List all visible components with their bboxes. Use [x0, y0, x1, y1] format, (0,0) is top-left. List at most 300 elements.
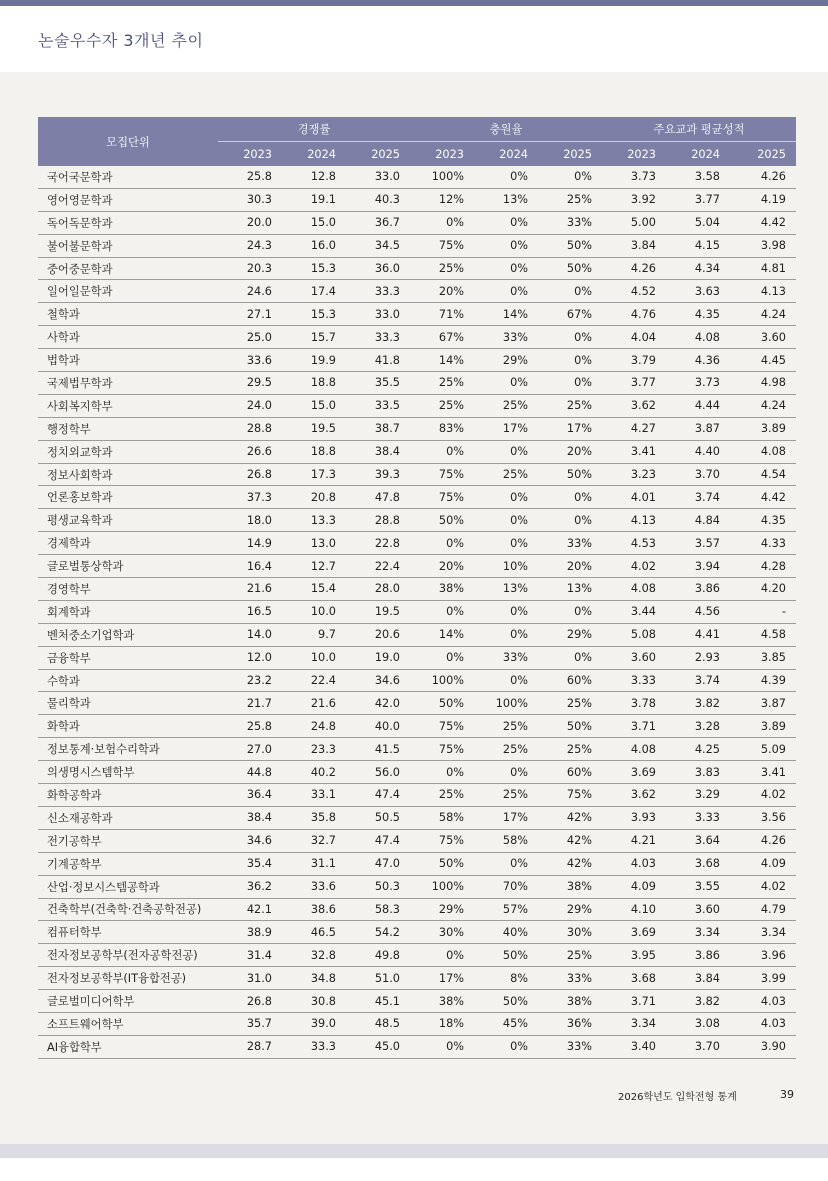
value-cell: 3.78: [602, 692, 666, 715]
col-year: 2025: [730, 142, 796, 167]
value-cell: 71%: [410, 303, 474, 326]
value-cell: 4.08: [602, 578, 666, 601]
value-cell: 3.23: [602, 463, 666, 486]
value-cell: 50%: [474, 990, 538, 1013]
value-cell: 14.0: [218, 623, 282, 646]
table-row: [38, 463, 796, 486]
value-cell: 19.5: [282, 417, 346, 440]
value-cell: 50.5: [346, 806, 410, 829]
value-cell: 4.08: [730, 440, 796, 463]
dept-name-cell: 사회복지학부: [38, 394, 218, 417]
col-year: 2024: [474, 142, 538, 167]
value-cell: 23.3: [282, 738, 346, 761]
value-cell: 19.0: [346, 646, 410, 669]
value-cell: 17%: [474, 806, 538, 829]
value-cell: 40%: [474, 921, 538, 944]
table-row: [38, 440, 796, 463]
value-cell: 3.82: [666, 692, 730, 715]
value-cell: 25%: [538, 944, 602, 967]
value-cell: 0%: [410, 761, 474, 784]
col-group-grade-avg: 주요교과 평균성적: [602, 117, 796, 142]
dept-name-cell: 수학과: [38, 669, 218, 692]
value-cell: 40.3: [346, 188, 410, 211]
value-cell: 50%: [410, 692, 474, 715]
value-cell: 20%: [410, 555, 474, 578]
value-cell: 28.8: [346, 509, 410, 532]
value-cell: 15.4: [282, 578, 346, 601]
value-cell: 50%: [410, 852, 474, 875]
dept-name-cell: 불어불문학과: [38, 234, 218, 257]
value-cell: 25%: [538, 738, 602, 761]
value-cell: 58%: [410, 806, 474, 829]
value-cell: 0%: [538, 326, 602, 349]
value-cell: 60%: [538, 761, 602, 784]
value-cell: 3.28: [666, 715, 730, 738]
value-cell: 24.6: [218, 280, 282, 303]
value-cell: 3.55: [666, 875, 730, 898]
value-cell: 3.69: [602, 921, 666, 944]
value-cell: 42%: [538, 852, 602, 875]
value-cell: 33.1: [282, 784, 346, 807]
value-cell: 3.99: [730, 967, 796, 990]
value-cell: 0%: [474, 532, 538, 555]
value-cell: 4.26: [730, 829, 796, 852]
value-cell: 34.6: [218, 829, 282, 852]
value-cell: 4.13: [730, 280, 796, 303]
value-cell: 35.5: [346, 372, 410, 395]
value-cell: 25%: [474, 715, 538, 738]
value-cell: 4.84: [666, 509, 730, 532]
value-cell: 30%: [538, 921, 602, 944]
value-cell: 4.36: [666, 349, 730, 372]
value-cell: 3.34: [666, 921, 730, 944]
table-row: [38, 829, 796, 852]
value-cell: 57%: [474, 898, 538, 921]
value-cell: 3.70: [666, 463, 730, 486]
dept-name-cell: 산업·정보시스템공학과: [38, 875, 218, 898]
dept-name-cell: 국어국문학과: [38, 166, 218, 188]
dept-name-cell: 독어독문학과: [38, 211, 218, 234]
value-cell: -: [730, 600, 796, 623]
value-cell: 0%: [538, 166, 602, 188]
value-cell: 5.00: [602, 211, 666, 234]
value-cell: 58%: [474, 829, 538, 852]
page-number: 39: [780, 1088, 794, 1101]
value-cell: 4.33: [730, 532, 796, 555]
value-cell: 4.02: [730, 784, 796, 807]
value-cell: 4.41: [666, 623, 730, 646]
value-cell: 3.62: [602, 784, 666, 807]
table-row: [38, 898, 796, 921]
value-cell: 44.8: [218, 761, 282, 784]
table-row: [38, 623, 796, 646]
value-cell: 48.5: [346, 1012, 410, 1035]
value-cell: 15.0: [282, 394, 346, 417]
dept-name-cell: 금융학부: [38, 646, 218, 669]
value-cell: 4.34: [666, 257, 730, 280]
value-cell: 38.9: [218, 921, 282, 944]
value-cell: 4.03: [730, 1012, 796, 1035]
value-cell: 8%: [474, 967, 538, 990]
value-cell: 3.90: [730, 1035, 796, 1058]
value-cell: 100%: [410, 166, 474, 188]
value-cell: 3.87: [666, 417, 730, 440]
value-cell: 38%: [410, 990, 474, 1013]
value-cell: 33%: [538, 967, 602, 990]
dept-name-cell: AI융합학부: [38, 1035, 218, 1058]
value-cell: 3.98: [730, 234, 796, 257]
col-header-unit: 모집단위: [38, 117, 218, 166]
value-cell: 47.0: [346, 852, 410, 875]
value-cell: 24.8: [282, 715, 346, 738]
value-cell: 20.0: [218, 211, 282, 234]
value-cell: 16.5: [218, 600, 282, 623]
value-cell: 3.87: [730, 692, 796, 715]
value-cell: 3.58: [666, 166, 730, 188]
value-cell: 4.76: [602, 303, 666, 326]
dept-name-cell: 철학과: [38, 303, 218, 326]
value-cell: 0%: [538, 372, 602, 395]
value-cell: 25.8: [218, 715, 282, 738]
value-cell: 3.84: [666, 967, 730, 990]
dept-name-cell: 화학공학과: [38, 784, 218, 807]
value-cell: 12.0: [218, 646, 282, 669]
value-cell: 4.01: [602, 486, 666, 509]
value-cell: 3.40: [602, 1035, 666, 1058]
value-cell: 4.15: [666, 234, 730, 257]
value-cell: 36.0: [346, 257, 410, 280]
value-cell: 100%: [410, 875, 474, 898]
dept-name-cell: 행정학부: [38, 417, 218, 440]
value-cell: 3.85: [730, 646, 796, 669]
value-cell: 39.0: [282, 1012, 346, 1035]
table-row: [38, 761, 796, 784]
value-cell: 41.8: [346, 349, 410, 372]
value-cell: 12.7: [282, 555, 346, 578]
value-cell: 3.41: [730, 761, 796, 784]
value-cell: 9.7: [282, 623, 346, 646]
value-cell: 4.09: [602, 875, 666, 898]
value-cell: 15.0: [282, 211, 346, 234]
value-cell: 3.56: [730, 806, 796, 829]
value-cell: 3.57: [666, 532, 730, 555]
value-cell: 21.6: [218, 578, 282, 601]
value-cell: 20%: [538, 440, 602, 463]
value-cell: 19.1: [282, 188, 346, 211]
table-row: [38, 1012, 796, 1035]
value-cell: 33.3: [282, 1035, 346, 1058]
col-year: 2025: [538, 142, 602, 167]
value-cell: 3.60: [666, 898, 730, 921]
col-year: 2023: [602, 142, 666, 167]
value-cell: 5.08: [602, 623, 666, 646]
value-cell: 0%: [474, 440, 538, 463]
value-cell: 3.89: [730, 715, 796, 738]
value-cell: 4.02: [602, 555, 666, 578]
value-cell: 31.0: [218, 967, 282, 990]
table-row: [38, 921, 796, 944]
value-cell: 31.4: [218, 944, 282, 967]
value-cell: 46.5: [282, 921, 346, 944]
value-cell: 4.03: [730, 990, 796, 1013]
value-cell: 38%: [538, 875, 602, 898]
table-row: [38, 326, 796, 349]
value-cell: 40.2: [282, 761, 346, 784]
value-cell: 0%: [410, 1035, 474, 1058]
value-cell: 24.3: [218, 234, 282, 257]
value-cell: 70%: [474, 875, 538, 898]
value-cell: 3.71: [602, 990, 666, 1013]
value-cell: 32.8: [282, 944, 346, 967]
table-row: [38, 349, 796, 372]
footer-title: 2026학년도 입학전형 통계: [618, 1092, 737, 1103]
value-cell: 36.7: [346, 211, 410, 234]
value-cell: 3.60: [602, 646, 666, 669]
value-cell: 29%: [474, 349, 538, 372]
table-row: [38, 944, 796, 967]
value-cell: 20%: [410, 280, 474, 303]
dept-name-cell: 일어일문학과: [38, 280, 218, 303]
value-cell: 3.44: [602, 600, 666, 623]
value-cell: 42.0: [346, 692, 410, 715]
table-row: [38, 875, 796, 898]
dept-name-cell: 국제법무학과: [38, 372, 218, 395]
table-row: [38, 166, 796, 188]
value-cell: 4.10: [602, 898, 666, 921]
value-cell: 3.29: [666, 784, 730, 807]
value-cell: 39.3: [346, 463, 410, 486]
value-cell: 0%: [538, 280, 602, 303]
value-cell: 36%: [538, 1012, 602, 1035]
value-cell: 25%: [410, 372, 474, 395]
dept-name-cell: 소프트웨어학부: [38, 1012, 218, 1035]
table-row: [38, 394, 796, 417]
value-cell: 22.4: [282, 669, 346, 692]
value-cell: 29%: [538, 623, 602, 646]
bottom-band: [0, 1144, 828, 1158]
table-row: [38, 669, 796, 692]
value-cell: 22.4: [346, 555, 410, 578]
table-row: [38, 417, 796, 440]
value-cell: 3.73: [602, 166, 666, 188]
value-cell: 34.8: [282, 967, 346, 990]
value-cell: 35.7: [218, 1012, 282, 1035]
dept-name-cell: 전자정보공학부(전자공학전공): [38, 944, 218, 967]
value-cell: 3.79: [602, 349, 666, 372]
value-cell: 0%: [538, 646, 602, 669]
value-cell: 0%: [538, 509, 602, 532]
value-cell: 17%: [538, 417, 602, 440]
value-cell: 0%: [474, 623, 538, 646]
value-cell: 4.79: [730, 898, 796, 921]
value-cell: 58.3: [346, 898, 410, 921]
value-cell: 33%: [474, 646, 538, 669]
dept-name-cell: 컴퓨터학부: [38, 921, 218, 944]
value-cell: 50%: [538, 234, 602, 257]
value-cell: 45%: [474, 1012, 538, 1035]
value-cell: 75%: [410, 234, 474, 257]
table-body: [38, 166, 796, 1058]
col-year: 2023: [410, 142, 474, 167]
dept-name-cell: 정보사회학과: [38, 463, 218, 486]
dept-name-cell: 글로벌통상학과: [38, 555, 218, 578]
value-cell: 4.35: [666, 303, 730, 326]
col-group-fill-rate: 충원율: [410, 117, 602, 142]
value-cell: 0%: [474, 234, 538, 257]
header-row-groups: [38, 117, 796, 142]
value-cell: 16.0: [282, 234, 346, 257]
value-cell: 4.27: [602, 417, 666, 440]
value-cell: 4.42: [730, 486, 796, 509]
value-cell: 22.8: [346, 532, 410, 555]
value-cell: 0%: [474, 257, 538, 280]
value-cell: 0%: [410, 944, 474, 967]
value-cell: 20.6: [346, 623, 410, 646]
value-cell: 4.26: [602, 257, 666, 280]
value-cell: 38%: [538, 990, 602, 1013]
value-cell: 56.0: [346, 761, 410, 784]
table-row: [38, 257, 796, 280]
value-cell: 3.94: [666, 555, 730, 578]
table-row: [38, 738, 796, 761]
table-row: [38, 303, 796, 326]
value-cell: 0%: [474, 669, 538, 692]
value-cell: 18%: [410, 1012, 474, 1035]
value-cell: 3.95: [602, 944, 666, 967]
value-cell: 83%: [410, 417, 474, 440]
dept-name-cell: 경제학과: [38, 532, 218, 555]
value-cell: 4.45: [730, 349, 796, 372]
value-cell: 42%: [538, 806, 602, 829]
value-cell: 18.0: [218, 509, 282, 532]
value-cell: 38.7: [346, 417, 410, 440]
value-cell: 21.6: [282, 692, 346, 715]
table-row: [38, 280, 796, 303]
value-cell: 4.40: [666, 440, 730, 463]
value-cell: 14%: [410, 349, 474, 372]
dept-name-cell: 전기공학부: [38, 829, 218, 852]
value-cell: 33%: [538, 211, 602, 234]
value-cell: 0%: [474, 211, 538, 234]
value-cell: 49.8: [346, 944, 410, 967]
dept-name-cell: 물리학과: [38, 692, 218, 715]
value-cell: 0%: [474, 372, 538, 395]
value-cell: 34.6: [346, 669, 410, 692]
value-cell: 4.26: [730, 166, 796, 188]
value-cell: 26.8: [218, 463, 282, 486]
value-cell: 17%: [410, 967, 474, 990]
value-cell: 21.7: [218, 692, 282, 715]
value-cell: 4.09: [730, 852, 796, 875]
value-cell: 14.9: [218, 532, 282, 555]
value-cell: 3.96: [730, 944, 796, 967]
value-cell: 30%: [410, 921, 474, 944]
value-cell: 5.09: [730, 738, 796, 761]
dept-name-cell: 언론홍보학과: [38, 486, 218, 509]
value-cell: 35.4: [218, 852, 282, 875]
dept-name-cell: 의생명시스템학부: [38, 761, 218, 784]
value-cell: 3.77: [602, 372, 666, 395]
dept-name-cell: 평생교육학과: [38, 509, 218, 532]
value-cell: 50%: [538, 257, 602, 280]
value-cell: 3.33: [602, 669, 666, 692]
value-cell: 0%: [410, 600, 474, 623]
value-cell: 27.0: [218, 738, 282, 761]
value-cell: 51.0: [346, 967, 410, 990]
table-row: [38, 967, 796, 990]
value-cell: 3.34: [602, 1012, 666, 1035]
value-cell: 36.2: [218, 875, 282, 898]
value-cell: 17.3: [282, 463, 346, 486]
value-cell: 0%: [474, 280, 538, 303]
value-cell: 4.03: [602, 852, 666, 875]
value-cell: 42%: [538, 829, 602, 852]
value-cell: 75%: [410, 715, 474, 738]
value-cell: 4.21: [602, 829, 666, 852]
value-cell: 30.8: [282, 990, 346, 1013]
table-row: [38, 509, 796, 532]
value-cell: 15.7: [282, 326, 346, 349]
value-cell: 4.28: [730, 555, 796, 578]
value-cell: 3.83: [666, 761, 730, 784]
value-cell: 26.6: [218, 440, 282, 463]
dept-name-cell: 정치외교학과: [38, 440, 218, 463]
page-title: 논술우수자 3개년 추이: [38, 31, 204, 50]
value-cell: 10.0: [282, 646, 346, 669]
value-cell: 33.6: [218, 349, 282, 372]
value-cell: 29.5: [218, 372, 282, 395]
value-cell: 33%: [538, 1035, 602, 1058]
table-row: [38, 784, 796, 807]
value-cell: 0%: [474, 600, 538, 623]
value-cell: 25%: [538, 692, 602, 715]
value-cell: 2.93: [666, 646, 730, 669]
page-header: [0, 6, 828, 72]
value-cell: 0%: [474, 166, 538, 188]
value-cell: 31.1: [282, 852, 346, 875]
value-cell: 75%: [410, 486, 474, 509]
value-cell: 3.92: [602, 188, 666, 211]
value-cell: 3.08: [666, 1012, 730, 1035]
col-year: 2024: [666, 142, 730, 167]
value-cell: 4.42: [730, 211, 796, 234]
value-cell: 45.1: [346, 990, 410, 1013]
table-row: [38, 1035, 796, 1058]
value-cell: 33%: [474, 326, 538, 349]
col-year: 2024: [282, 142, 346, 167]
table-row: [38, 555, 796, 578]
value-cell: 3.71: [602, 715, 666, 738]
col-year: 2025: [346, 142, 410, 167]
table-row: [38, 372, 796, 395]
value-cell: 50%: [474, 944, 538, 967]
value-cell: 28.7: [218, 1035, 282, 1058]
value-cell: 27.1: [218, 303, 282, 326]
value-cell: 4.58: [730, 623, 796, 646]
value-cell: 14%: [474, 303, 538, 326]
value-cell: 3.86: [666, 578, 730, 601]
value-cell: 38.4: [218, 806, 282, 829]
dept-name-cell: 영어영문학과: [38, 188, 218, 211]
value-cell: 38%: [410, 578, 474, 601]
value-cell: 3.86: [666, 944, 730, 967]
table-row: [38, 990, 796, 1013]
dept-name-cell: 기계공학부: [38, 852, 218, 875]
dept-name-cell: 정보통계·보험수리학과: [38, 738, 218, 761]
value-cell: 28.8: [218, 417, 282, 440]
table-row: [38, 234, 796, 257]
value-cell: 33.6: [282, 875, 346, 898]
